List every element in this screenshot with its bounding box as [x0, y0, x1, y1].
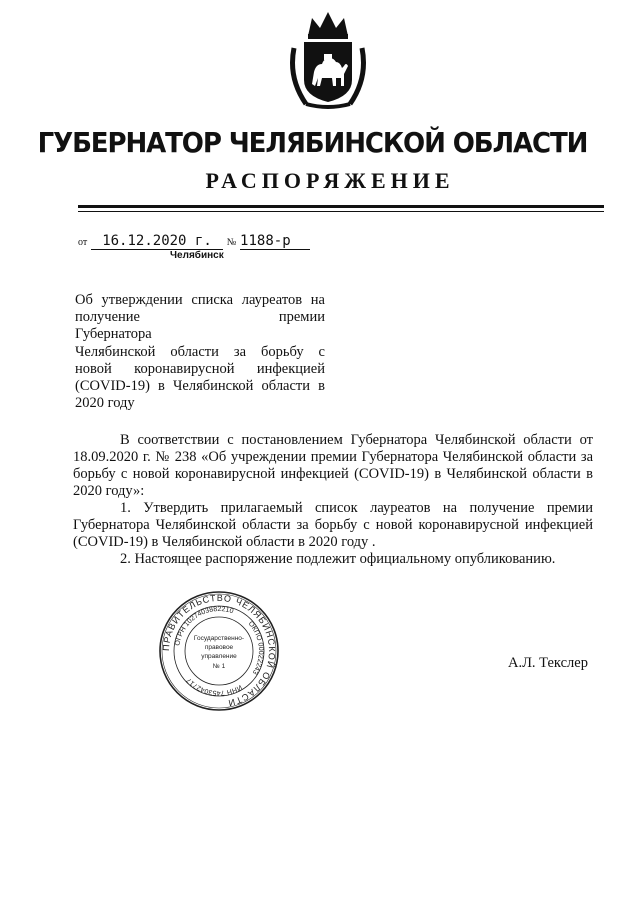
- document-body: [73, 432, 593, 568]
- subject-line: Челябинской области за борьбу с: [75, 343, 325, 360]
- document-date: 16.12.2020 г.: [91, 233, 223, 250]
- subject-line: получение премии Губернатора: [75, 309, 325, 343]
- number-label: №: [226, 237, 237, 248]
- subject-line: новой коронавирусной инфекцией: [75, 360, 325, 377]
- header-rule-thick: [78, 205, 604, 208]
- document-type: РАСПОРЯЖЕНИЕ: [205, 168, 455, 193]
- seal-outer-text: ПРАВИТЕЛЬСТВО ЧЕЛЯБИНСКОЙ ОБЛАСТИ: [160, 592, 278, 709]
- seal-ogrn: ОГРН 1027403882210: [174, 605, 235, 647]
- seal-center-line: Государственно-: [193, 635, 245, 642]
- document-number: 1188-р: [240, 233, 310, 250]
- seal-center-line: правовое: [204, 644, 234, 651]
- subject-line: 2020 году: [75, 395, 135, 412]
- from-label: от: [78, 237, 88, 248]
- city-label: Челябинск: [170, 250, 224, 261]
- body-item-2: 2. Настоящее распоряжение подлежит официальному опубликованию.: [120, 551, 556, 567]
- body-item-1: 1. Утвердить прилагаемый список лауреатов на получение премии Губернатора Челябинской области за борьбу с новой коронавирусной инфекцией (COVID-19) в Челябинской области в 2020 году .: [73, 500, 593, 550]
- document-subject: [75, 292, 325, 412]
- seal-center-line: № 1: [212, 663, 226, 670]
- header-rule-thin: [78, 211, 604, 212]
- coat-of-arms-icon: [286, 8, 370, 110]
- seal-okpo: ОКПО 00022243: [246, 620, 265, 676]
- subject-line: (COVID-19) в Челябинской области в: [75, 378, 325, 395]
- svg-text:ИНН 7453042717: [186, 676, 243, 696]
- signer-name: А.Л. Текслер: [508, 655, 588, 671]
- body-preamble: В соответствии с постановлением Губернатора Челябинской области от 18.09.2020 г. № 238 «Об учреждении премии Губернатора Челябинской области за борьбу с новой коронавирусной инфекцией (COVID-19) в Челябинской области в 2020 году»:: [73, 432, 593, 499]
- seal-inn: ИНН 7453042717: [185, 676, 243, 697]
- subject-line: Об утверждении списка лауреатов на: [75, 292, 325, 308]
- seal-center-line: управление: [201, 653, 237, 660]
- date-number-line: [78, 233, 378, 250]
- governor-title: ГУБЕРНАТОР ЧЕЛЯБИНСКОЙ ОБЛАСТИ: [37, 126, 588, 159]
- official-seal-icon: [158, 590, 280, 712]
